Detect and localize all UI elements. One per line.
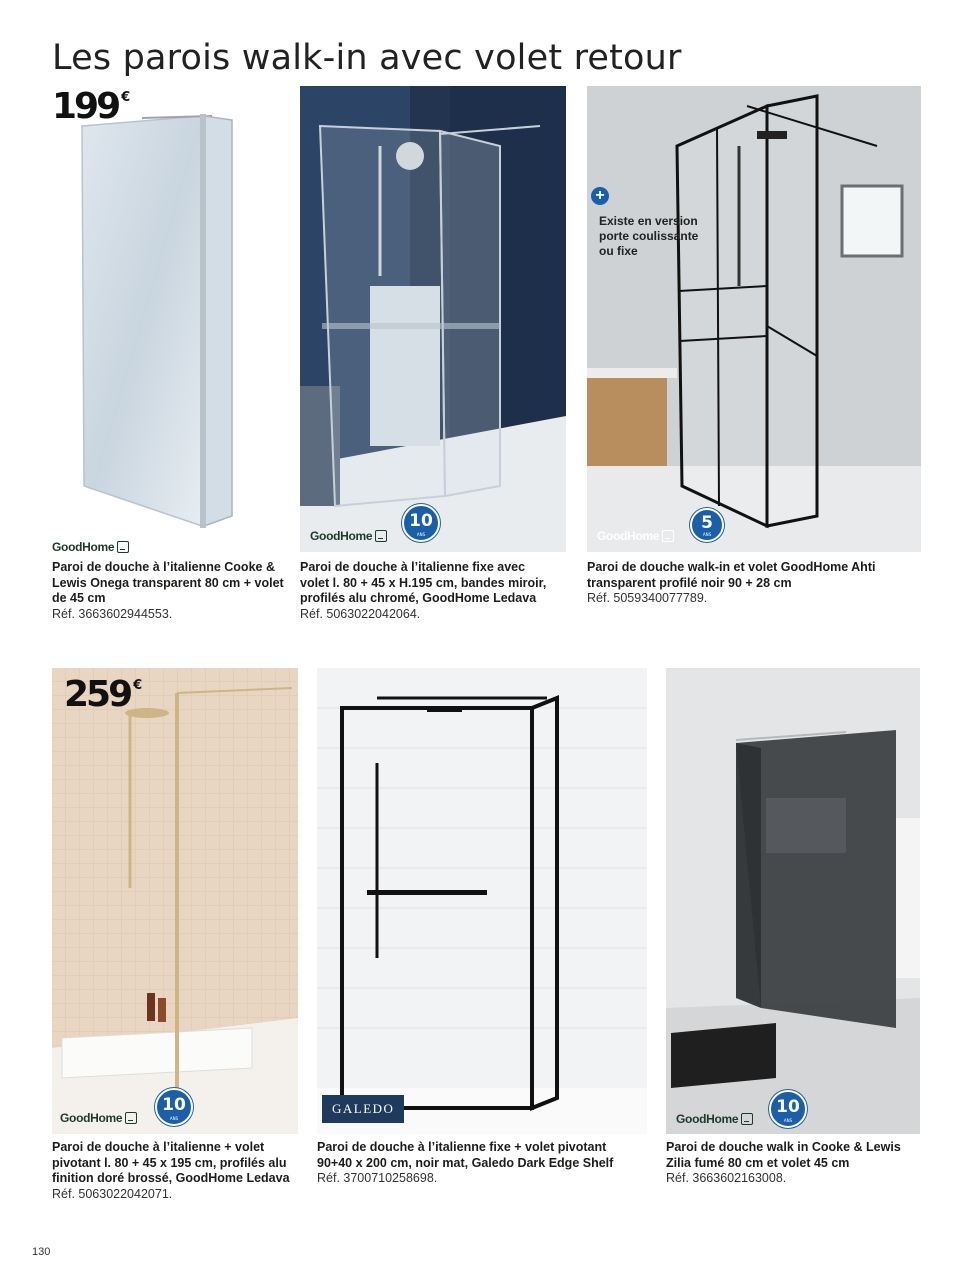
product-description-ledava-gold xyxy=(52,1140,292,1202)
page-number: 130 xyxy=(32,1246,51,1258)
product-image-ledava-gold[interactable] xyxy=(52,668,298,1134)
product-ref: Réf. 5063022042064. xyxy=(300,606,421,621)
house-icon xyxy=(117,541,129,553)
product-ref: Réf. 3663602163008. xyxy=(666,1171,787,1185)
product-ref: Réf. 3700710258698. xyxy=(317,1171,438,1185)
product-description-onega xyxy=(52,560,287,622)
product-description-dark-edge xyxy=(317,1140,642,1187)
product-name: Paroi de douche à l’italienne Cooke & Lewis Onega transparent 80 cm + volet de 45 cm xyxy=(52,560,284,605)
price-ledava-gold: 259 € xyxy=(64,674,143,715)
brand-logo-goodhome: GoodHome xyxy=(676,1112,753,1126)
guarantee-badge: 10 ANS xyxy=(769,1090,807,1128)
brand-logo-goodhome: GoodHome xyxy=(60,1111,137,1125)
product-image-onega[interactable] xyxy=(52,86,282,536)
guarantee-badge: 10 ANS xyxy=(155,1088,193,1126)
house-icon xyxy=(375,530,387,542)
brand-logo-goodhome: GoodHome xyxy=(310,529,387,543)
product-name: Paroi de douche à l’italienne + volet pivotant l. 80 + 45 x 195 cm, profilés alu finition doré brossé, GoodHome Ledava xyxy=(52,1140,290,1185)
product-name: Paroi de douche à l’italienne fixe + volet pivotant 90+40 x 200 cm, noir mat, Galedo Dark Edge Shelf xyxy=(317,1140,614,1170)
product-image-dark-edge[interactable] xyxy=(317,668,647,1134)
product-image-ahti[interactable] xyxy=(587,86,921,552)
page-title: Les parois walk-in avec volet retour xyxy=(52,38,682,78)
guarantee-badge: 5 ANS xyxy=(690,508,724,542)
product-ref: Réf. 5059340077789. xyxy=(587,591,708,605)
product-description-ledava-chrome xyxy=(300,560,550,622)
product-ref: Réf. 5063022042071. xyxy=(52,1186,173,1201)
product-image-zilia[interactable] xyxy=(666,668,920,1134)
variant-note: Existe en version porte coulissante ou fixe xyxy=(599,214,699,258)
product-name: Paroi de douche à l’italienne fixe avec volet l. 80 + 45 x H.195 cm, bandes miroir, profilés alu chromé, GoodHome Ledava xyxy=(300,560,547,605)
product-image-ledava-chrome[interactable] xyxy=(300,86,566,552)
product-description-zilia xyxy=(666,1140,926,1187)
house-icon xyxy=(662,530,674,542)
product-ref: Réf. 3663602944553. xyxy=(52,606,173,621)
plus-icon: + xyxy=(591,187,609,205)
product-description-ahti xyxy=(587,560,887,607)
brand-logo-goodhome: GoodHome xyxy=(52,540,129,554)
product-name: Paroi de douche walk-in et volet GoodHome Ahti transparent profilé noir 90 + 28 cm xyxy=(587,560,876,590)
price-onega: 199 € xyxy=(52,86,131,127)
brand-logo-galedo: GALEDO xyxy=(322,1095,404,1123)
guarantee-badge: 10 ANS xyxy=(402,504,440,542)
house-icon xyxy=(741,1113,753,1125)
house-icon xyxy=(125,1112,137,1124)
brand-logo-goodhome: GoodHome xyxy=(597,529,674,543)
product-name: Paroi de douche walk in Cooke & Lewis Zilia fumé 80 cm et volet 45 cm xyxy=(666,1140,901,1170)
